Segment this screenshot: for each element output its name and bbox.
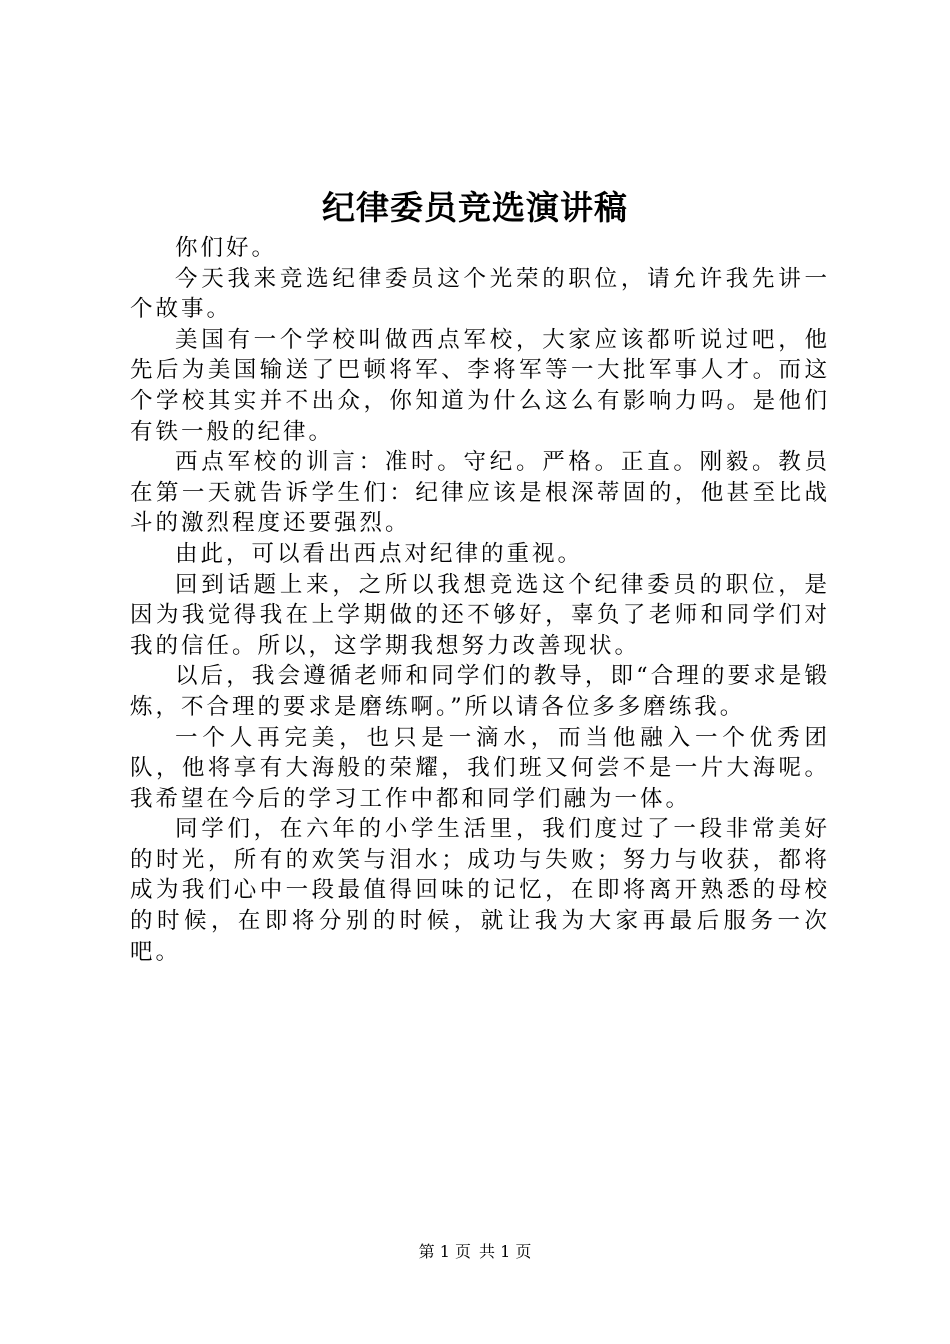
page-total: 共 1 页 bbox=[479, 1242, 532, 1261]
paragraph-greeting: 你们好。 bbox=[175, 235, 278, 261]
paragraph-reason: 回到话题上来，之所以我想竞选这个纪律委员的职位，是因为我觉得我在上学期做的还不够好，辜负了老师和同学们对我的信任。所以，这学期我想努力改善现状。 bbox=[130, 571, 830, 659]
paragraph-promise: 以后，我会遵循老师和同学们的教导，即“合理的要求是锻炼，不合理的要求是磨练啊。”所以请各位多多磨练我。 bbox=[130, 663, 830, 720]
page-number: 第 1 页 bbox=[418, 1242, 471, 1261]
paragraph-teamwork: 一个人再完美，也只是一滴水，而当他融入一个优秀团队，他将享有大海般的荣耀，我们班又何尝不是一片大海呢。我希望在今后的学习工作中都和同学们融为一体。 bbox=[130, 724, 830, 812]
paragraph-intro: 今天我来竞选纪律委员这个光荣的职位，请允许我先讲一个故事。 bbox=[130, 265, 830, 323]
paragraph-closing: 同学们，在六年的小学生活里，我们度过了一段非常美好的时光，所有的欢笑与泪水；成功与失败；努力与收获，都将成为我们心中一段最值得回味的记忆，在即将离开熟悉的母校的时候，在即将分别的时候，就让我为大家再最后服务一次吧。 bbox=[130, 816, 830, 965]
document-title: 纪律委员竞选演讲稿 bbox=[322, 188, 628, 227]
document-body bbox=[130, 233, 830, 967]
paragraph-motto: 西点军校的训言：准时。守纪。严格。正直。刚毅。教员在第一天就告诉学生们：纪律应该是根深蒂固的，他甚至比战斗的激烈程度还要强烈。 bbox=[130, 449, 830, 537]
page-footer bbox=[0, 1240, 950, 1264]
paragraph-westpoint: 美国有一个学校叫做西点军校，大家应该都听说过吧，他先后为美国输送了巴顿将军、李将军等一大批军事人才。而这个学校其实并不出众，你知道为什么这么有影响力吗。是他们有铁一般的纪律。 bbox=[130, 326, 830, 445]
paragraph-conclusion: 由此，可以看出西点对纪律的重视。 bbox=[175, 540, 584, 567]
